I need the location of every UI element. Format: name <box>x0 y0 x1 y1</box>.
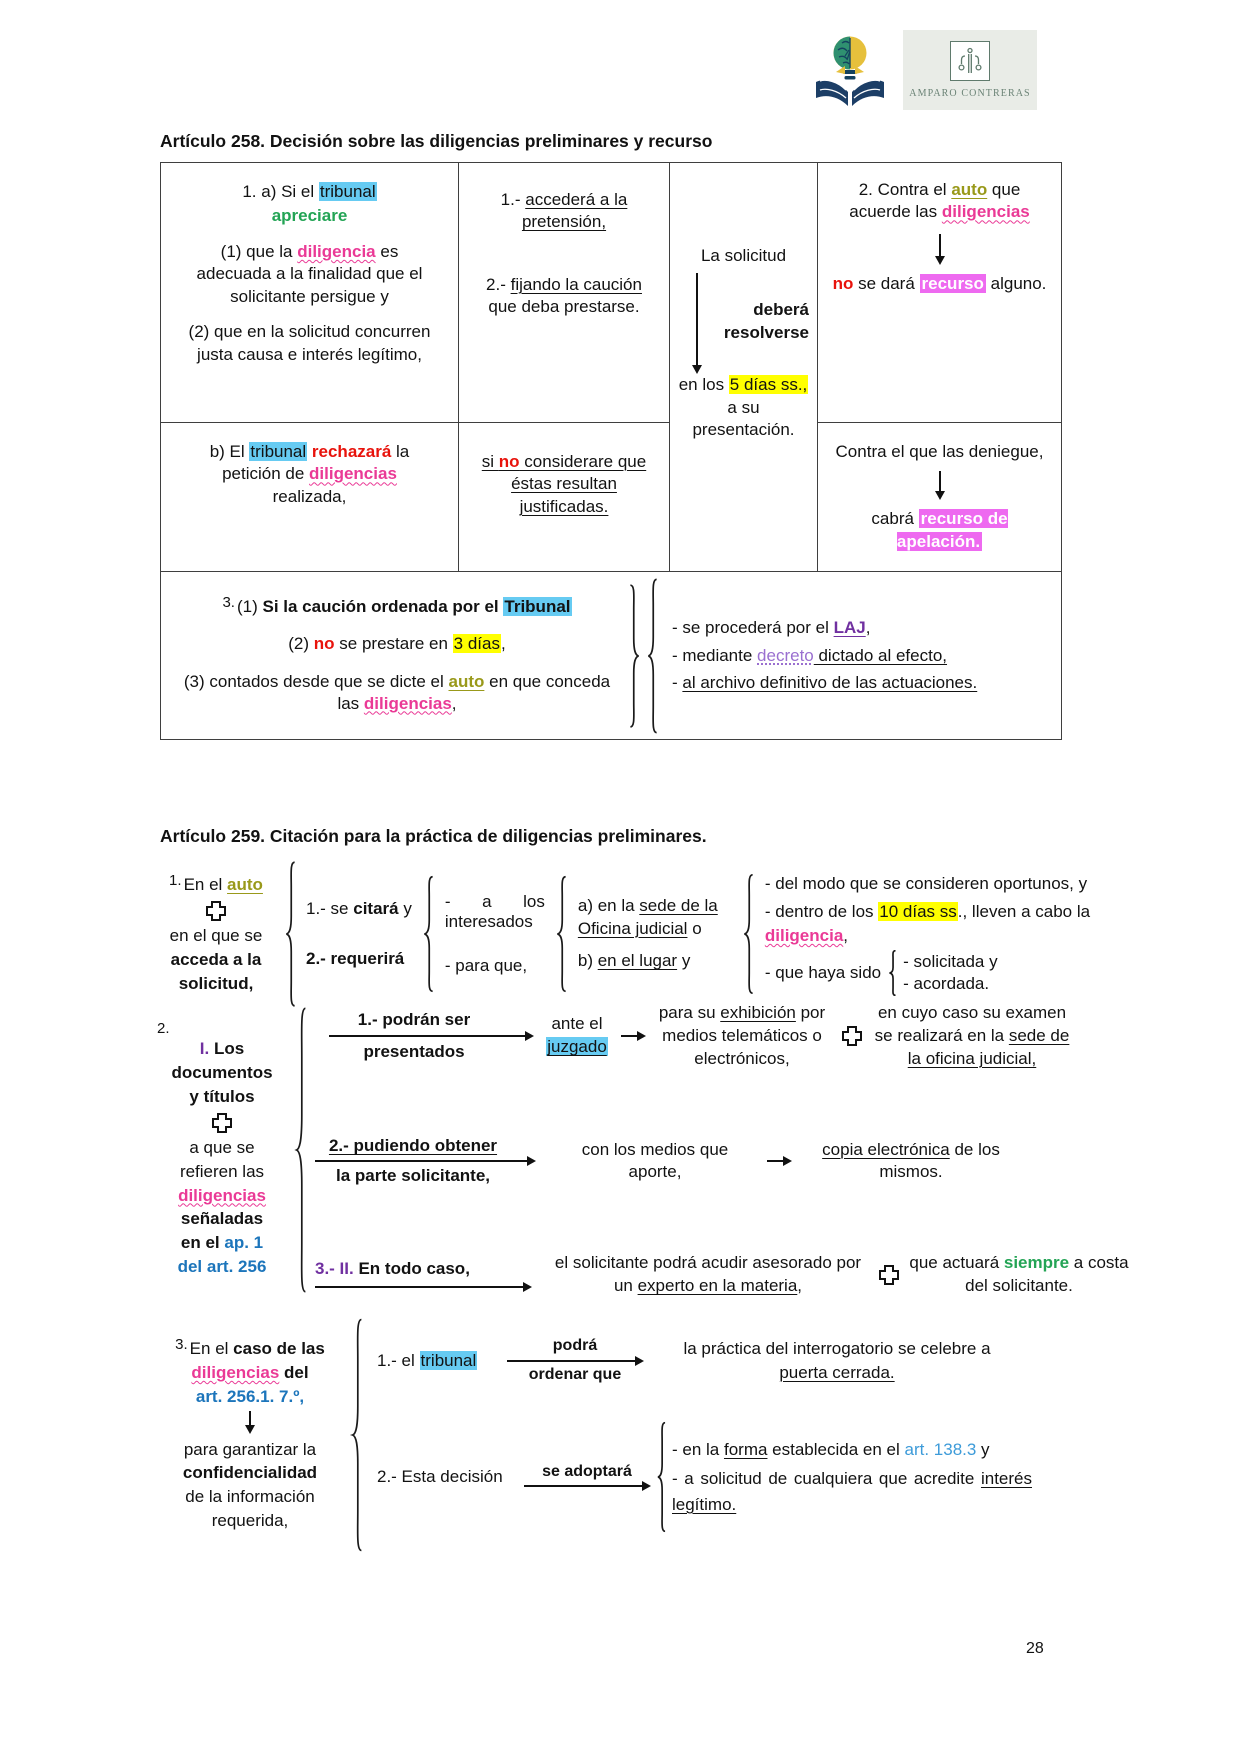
text-run: a su presentación. <box>692 397 795 440</box>
text-run: presentados <box>363 1042 465 1062</box>
section-259-3 <box>157 1316 1032 1554</box>
text-run: se prestare en <box>334 634 453 654</box>
article-259-title: Artículo 259. Citación para la práctica de diligencias preliminares. <box>160 826 707 846</box>
curly-brace-open <box>741 873 756 995</box>
s3-rows <box>371 1337 1032 1533</box>
arrow-label: se adoptará <box>542 1462 632 1480</box>
right-arrow-icon <box>329 1031 534 1041</box>
curly-brace-open <box>554 875 569 993</box>
text-run: y títulos <box>189 1086 255 1106</box>
text-run: - en la <box>672 1439 724 1459</box>
text-run: que acuerde las <box>849 180 1021 222</box>
plus-cross-icon <box>879 1265 899 1285</box>
text-run: 2.- requerirá <box>306 949 405 968</box>
olive-auto: auto <box>951 180 988 199</box>
highlight-10-dias: 10 días ss <box>879 902 957 922</box>
text-run: Contra el que las deniegue, <box>835 442 1044 461</box>
down-arrow-icon <box>692 273 702 374</box>
s3-row-2 <box>371 1421 1032 1533</box>
text-run: 2. Contra el <box>858 180 952 199</box>
text-run: por medios telemáticos o electrónicos, <box>662 1003 826 1068</box>
highlight-recurso-apelacion: recurso de apelación. <box>896 509 1008 551</box>
text-run: , <box>843 925 849 945</box>
text-run: refieren las <box>179 1161 265 1181</box>
underlined-phrase: accederá a la pretensión, <box>521 190 628 232</box>
pink-diligencias: diligencias <box>178 1185 266 1205</box>
underlined-phrase: sede de la Oficina judicial <box>577 895 718 938</box>
text-run: señaladas <box>180 1209 264 1229</box>
text-run: 2.- <box>486 274 511 294</box>
page-number: 28 <box>1026 1640 1044 1657</box>
right-arrow-icon <box>315 1282 532 1292</box>
right-arrow-icon <box>524 1481 651 1491</box>
text-run: 1.- se <box>306 898 354 918</box>
s2-medios: con los medios que aporte, <box>581 1139 729 1182</box>
highlight-juzgado: juzgado <box>547 1037 607 1057</box>
brand-caption: AMPARO CONTRERAS <box>909 88 1031 99</box>
text-run: el solicitante podrá acudir asesorado por un <box>554 1253 862 1296</box>
curly-brace-open <box>349 1316 365 1554</box>
text-run: ante el <box>551 1014 603 1034</box>
text-run: de los mismos. <box>879 1139 1000 1182</box>
text-run: La solicitud <box>700 246 787 265</box>
text-run: a) en la <box>577 895 640 915</box>
text-run: ., lleven a cabo la <box>957 902 1091 922</box>
curly-brace-open <box>887 950 898 996</box>
s2-exhibicion <box>654 1002 830 1071</box>
purple-roman-i: I. <box>199 1038 210 1058</box>
text-run: (1) que la <box>220 241 298 261</box>
text-run: del <box>279 1363 309 1382</box>
text-run: 2.- pudiendo obtener <box>328 1136 498 1156</box>
text-run: la práctica del interrogatorio se celebre a <box>683 1339 991 1358</box>
text-run: Si la caución ordenada por el <box>262 597 504 617</box>
text-run: caso de las <box>233 1339 325 1359</box>
text-run: - del modo que se consideren oportunos, y <box>764 874 1088 894</box>
highlight-3-dias: 3 días <box>453 634 500 654</box>
cell-accedera <box>459 163 670 423</box>
text-run: que actuará <box>909 1253 1004 1273</box>
pink-diligencias: diligencias <box>309 464 397 484</box>
text-run: la petición de <box>222 442 410 484</box>
s2-branch-3 <box>315 1252 1129 1298</box>
text-run: cabrá <box>871 509 919 529</box>
text-run: a costa del solicitante. <box>965 1253 1129 1296</box>
s2-juzgado <box>541 1013 613 1059</box>
blue-ap1: ap. 1 <box>224 1233 264 1253</box>
underlined-phrase: exhibición <box>720 1003 796 1022</box>
se-adoptara-arrow <box>523 1463 651 1491</box>
text-run: en el <box>180 1233 225 1253</box>
blue-art256: del art. 256 <box>177 1257 267 1277</box>
text-run: , <box>451 693 457 713</box>
highlight-tribunal: tribunal <box>420 1350 477 1370</box>
s2-experto <box>547 1252 869 1298</box>
s3-decision: 2.- Esta decisión <box>377 1467 503 1486</box>
s2-costa <box>909 1252 1129 1298</box>
text-run: o <box>687 918 702 938</box>
purple-laj: LAJ <box>833 618 866 638</box>
text-run: de la información <box>185 1487 315 1507</box>
text-run: alguno. <box>985 273 1047 293</box>
pink-diligencias: diligencias <box>941 202 1030 222</box>
text-run: que deba prestarse. <box>488 297 640 317</box>
text-run: en que conceda las <box>337 671 611 713</box>
brand-card <box>903 30 1037 110</box>
debera-resolverse-label: deberá resolverse <box>723 300 809 342</box>
green-siempre: siempre <box>1003 1253 1070 1273</box>
section-259-1 <box>157 860 1137 1008</box>
text-run: la parte solicitante, <box>336 1166 490 1186</box>
row-caucion <box>161 571 1061 739</box>
text-run: en cuyo caso su examen se realizará en la <box>874 1003 1067 1045</box>
text-run: , <box>500 634 506 654</box>
highlight-recurso: recurso <box>921 273 984 293</box>
item-number: 2. <box>157 1020 170 1038</box>
book-lightbulb-logo <box>812 26 888 118</box>
text-run: documentos <box>171 1062 273 1082</box>
text-run: establecida en el <box>767 1439 905 1459</box>
highlight-tribunal: tribunal <box>250 442 307 461</box>
text-run: en los <box>678 375 729 395</box>
text-run: citará <box>353 898 399 918</box>
item-number: 3. <box>222 594 235 612</box>
plus-cross-icon <box>842 1026 862 1046</box>
text-run: En el <box>189 1339 234 1359</box>
text-run: 1.- <box>500 190 526 209</box>
underlined-phrase: interés legítimo. <box>672 1469 1032 1514</box>
text-run: confidencialidad <box>182 1463 318 1483</box>
violet-decreto: decreto <box>757 645 814 665</box>
right-arrow-icon <box>767 1156 792 1166</box>
curly-brace-open <box>645 577 660 735</box>
arrow-label: podrá <box>552 1337 598 1355</box>
text-run: - que haya sido <box>764 962 882 982</box>
cell-tribunal-apreciare <box>161 163 459 423</box>
pink-diligencias: diligencias <box>191 1363 280 1382</box>
red-no: no <box>313 634 335 654</box>
podra-ordenar-arrow <box>505 1337 645 1384</box>
cell-contra-auto <box>818 163 1061 423</box>
olive-auto: auto <box>227 874 263 894</box>
text-run: - se procederá por el <box>672 618 834 638</box>
s3-forma-list <box>672 1437 1032 1518</box>
curly-brace-open <box>421 875 436 993</box>
curly-brace-open <box>293 1004 309 1296</box>
red-rechazara: rechazará <box>311 442 392 461</box>
text-run: b) <box>577 951 598 971</box>
underlined-phrase: al archivo definitivo de las actuaciones. <box>682 673 978 693</box>
s2-branch-1 <box>315 1002 1129 1071</box>
text-run: - a los interesados <box>444 892 545 931</box>
cell-tribunal-rechazara <box>161 423 459 571</box>
text-run: 1.- podrán ser <box>357 1010 471 1030</box>
pink-diligencias: diligencias <box>363 693 452 713</box>
text-run: - acordada. <box>903 973 990 993</box>
text-run: En todo caso, <box>353 1258 470 1278</box>
plus-cross-icon <box>212 1113 232 1133</box>
text-run: si <box>481 452 499 471</box>
underlined-phrase: experto en la materia <box>637 1276 798 1296</box>
s1-lugares <box>578 895 732 974</box>
text-run: (1) <box>236 597 263 617</box>
text-run: - solicitada y <box>903 952 998 972</box>
s1-branch-verbs <box>306 898 412 970</box>
s1-interesados <box>445 892 545 976</box>
red-no: no <box>832 273 854 293</box>
highlight-tribunal: tribunal <box>319 182 376 201</box>
text-run: , <box>797 1276 803 1296</box>
scales-icon <box>950 41 990 81</box>
curly-brace-open <box>655 1421 668 1533</box>
text-run: y <box>398 898 412 918</box>
article-258-title: Artículo 258. Decisión sobre las diligencias preliminares y recurso <box>160 131 713 151</box>
light-blue-art-138-3: art. 138.3 <box>904 1439 977 1459</box>
text-run: y <box>677 951 691 971</box>
underlined-phrase: copia electrónica <box>822 1139 950 1159</box>
s3-lead <box>157 1337 343 1533</box>
text-run: - dentro de los <box>764 902 879 922</box>
olive-auto: auto <box>448 671 485 691</box>
underlined-phrase: fijando la caución <box>510 274 642 294</box>
text-run: En el <box>183 874 228 894</box>
text-run: - mediante <box>672 645 758 665</box>
highlight-5-dias: 5 días ss., <box>729 375 808 395</box>
down-arrow-icon <box>830 471 1049 500</box>
curly-brace-close <box>627 583 642 729</box>
purple-3-ii: 3.- II. <box>315 1258 354 1278</box>
cell-si-no-considerare <box>459 423 670 571</box>
cell-la-solicitud <box>670 163 818 571</box>
text-run: b) El <box>209 442 250 461</box>
text-run: realizada, <box>272 486 347 506</box>
cell-contra-deniegue <box>818 423 1061 571</box>
text-run: se dará <box>853 273 920 293</box>
s2-branches <box>315 1002 1129 1298</box>
pink-diligencia: diligencia <box>297 241 376 261</box>
text-run: - a solicitud de cualquiera que acredite <box>672 1469 981 1489</box>
green-apreciare: apreciare <box>271 206 348 226</box>
s2-branch-2 <box>315 1136 1129 1186</box>
text-run: (2) <box>288 634 314 654</box>
right-arrow-icon <box>507 1356 644 1366</box>
text-run: - <box>672 673 683 693</box>
down-arrow-icon <box>830 234 1049 265</box>
item-number: 3. <box>175 1336 188 1354</box>
right-arrow-icon <box>621 1031 646 1041</box>
s1-modo <box>765 872 1137 995</box>
arrow-label: ordenar que <box>528 1365 622 1383</box>
down-arrow-icon <box>157 1411 343 1434</box>
section-259-2 <box>157 1002 1129 1298</box>
text-run: (2) que en la solicitud concurren justa causa e interés legítimo, <box>188 322 431 364</box>
right-arrow-icon <box>315 1156 536 1166</box>
s2-sede <box>874 1002 1070 1071</box>
text-run: 1. a) Si el <box>242 182 319 201</box>
highlight-tribunal: Tribunal <box>504 597 571 617</box>
text-run: requerida, <box>211 1510 289 1530</box>
blue-art-256-1-7: art. 256.1. 7.º, <box>195 1386 305 1406</box>
red-no: no <box>498 452 520 471</box>
text-run: - para que, <box>444 956 528 975</box>
s3-tribunal <box>377 1351 505 1371</box>
pink-diligencia: diligencia <box>764 925 844 945</box>
underlined-phrase: dictado al efecto, <box>813 645 948 665</box>
text-run: para su <box>658 1003 721 1022</box>
text-run: solicitud, <box>178 973 254 993</box>
text-run: , <box>865 618 871 638</box>
text-run: en el que se <box>169 926 263 946</box>
curly-brace-open <box>283 860 298 1008</box>
item-number: 1. <box>169 871 182 889</box>
text-run: para garantizar la <box>183 1439 317 1459</box>
text-run: acceda a la <box>170 949 262 969</box>
s2-copia <box>806 1139 1016 1185</box>
s2-lead <box>157 1021 287 1279</box>
underlined-phrase: sede de la oficina judicial, <box>907 1025 1070 1068</box>
text-run: es adecuada a la finalidad que el solicitante persigue y <box>196 241 423 306</box>
underlined-phrase: forma <box>723 1439 768 1459</box>
text-run: Los <box>209 1038 245 1058</box>
s3-puerta-cerrada <box>659 1337 1015 1385</box>
text-run: considerare que éstas resultan justificadas. <box>511 452 647 516</box>
text-run: 1.- el <box>377 1350 420 1370</box>
underlined-phrase: puerta cerrada. <box>779 1362 895 1382</box>
s3-row-1 <box>371 1337 1032 1385</box>
article-258-table <box>160 162 1062 740</box>
text-run: (3) contados desde que se dicte el <box>183 671 449 691</box>
plus-cross-icon <box>206 901 226 921</box>
underlined-phrase: en el lugar <box>597 951 678 971</box>
s1-lead <box>157 873 275 996</box>
text-run: a que se <box>189 1138 255 1158</box>
text-run: y <box>976 1439 990 1459</box>
